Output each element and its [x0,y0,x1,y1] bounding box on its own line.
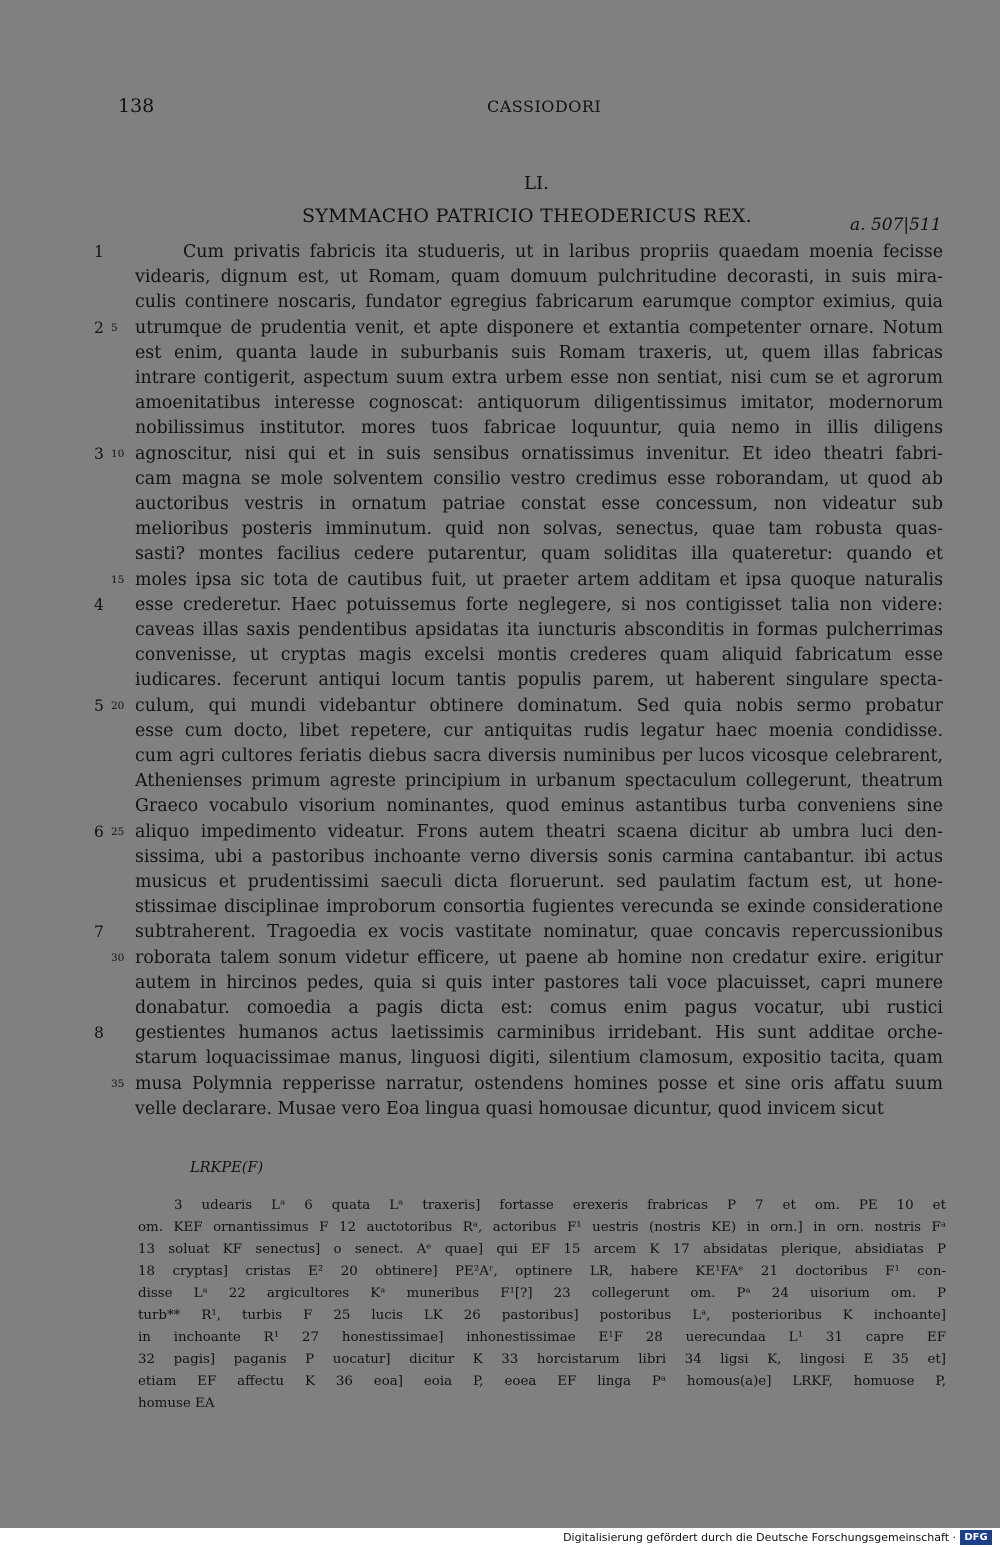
text-line: auctoribus vestris in ornatum patriae constat esse concessum, non videatur sub [135,494,943,514]
text-line: nobilissimus institutor. mores tuos fabricae loquuntur, quia nemo in illis diligens [135,418,943,439]
apparatus-line: 18 cryptas] cristas E² 20 obtinere] PE²Aʳ, optinere LR, habere KE¹FAᵉ 21 doctoribus F¹ con- [138,1264,946,1279]
text-line: videaris, dignum est, ut Romam, quam domuum pulchritudine decorasti, in suis mira- [135,267,943,288]
text-line: velle declarare. Musae vero Eoa lingua quasi homousae dicuntur, quod invicem sicut [135,1098,884,1119]
text-line: roborata talem sonum videtur efficere, ut paene ab homine non credatur exire. erigitur [135,947,943,968]
line-number: 30 [111,951,125,964]
text-line: culum, qui mundi videbantur obtinere dominatum. Sed quia nobis sermo probatur [135,695,943,716]
text-line: esse cum docto, libet repetere, cur antiquitas rudis legatur haec moenia condidisse. [135,720,943,741]
text-line: caveas illas saxis pendentibus apsidatas ita iuncturis absconditis in formas pulcherrimas [135,620,943,640]
page-number: 138 [118,95,155,117]
text-line: stissimae disciplinae improborum consortia fugientes verecunda se exinde consideratione [135,897,943,918]
text-line: culis continere noscaris, fundator egregius fabricarum earumque comptor eximius, quia [135,292,943,313]
text-line: agnoscitur, nisi qui et in suis sensibus ornatissimus invenitur. Et ideo theatri fabri- [135,443,943,464]
paragraph-number: 7 [94,923,104,942]
apparatus-line: om. KEF ornantissimus F 12 auctotoribus Rᵃ, actoribus F¹ uestris (nostris KE) in orn.] in orn. nostris Fᵃ [138,1220,946,1235]
text-line: sissima, ubi a pastoribus inchoante verno diversis sonis carmina cantabantur. ibi actus [135,846,943,867]
text-line: aliquo impedimento videatur. Frons autem theatri scaena dicitur ab umbra luci den- [135,821,943,842]
line-number: 15 [111,573,125,586]
apparatus-line: etiam EF affectu K 36 eoa] eoia P, eoea EF linga Pᵃ homous(a)e] LRKF, homuose P, [138,1374,946,1389]
text-line: Graeco vocabulo visorium nominantes, quod eminus astantibus turba conveniens sine [135,796,943,817]
running-head: CASSIODORI [487,97,602,116]
paragraph-number: 4 [94,595,104,614]
apparatus-line: in inchoante R¹ 27 honestissimae] inhonestissimae E¹F 28 uerecundaa L¹ 31 capre EF [138,1330,946,1345]
apparatus-line: disse Lᵃ 22 argicultores Kᵃ muneribus F¹[?] 23 collegerunt om. Pᵃ 24 uisorium om. P [138,1286,946,1301]
apparatus-line: 13 soluat KF senectus] o senect. Aᵉ quae] qui EF 15 arcem K 17 absidatas plerique, absidiatas P [138,1242,946,1257]
text-line: musicus et prudentissimi saeculi dicta floruerunt. sed paulatim factum est, ut hone- [135,872,943,892]
apparatus-line: turb** R¹, turbis F 25 lucis LK 26 pastoribus] postoribus Lᵃ, posterioribus K inchoante] [138,1308,946,1323]
letter-title: SYMMACHO PATRICIO THEODERICUS REX. [302,205,752,227]
apparatus-line: homuse EA [138,1396,215,1411]
paragraph-number: 5 [94,696,104,715]
text-line: gestientes humanos actus laetissimis carminibus irridebant. His sunt additae orche- [135,1023,943,1044]
paragraph-number: 2 [94,318,104,337]
text-line: starum loquacissimae manus, linguosi digiti, silentium clamosum, expositio tacita, quam [135,1048,943,1069]
apparatus-line: 32 pagis] paganis P uocatur] dicitur K 33 horcistarum libri 34 ligsi K, lingosi E 35 et] [138,1352,946,1367]
line-number: 10 [111,447,125,460]
text-line: convenisse, ut cryptas magis excelsi montis crederes quam aliquid fabricatum esse [135,645,943,666]
paragraph-number: 8 [94,1024,104,1043]
text-line: moles ipsa sic tota de cautibus fuit, ut praeter artem additam et ipsa quoque naturalis [135,569,943,590]
text-line: sasti? montes facilius cedere putarentur, quam soliditas illa quateretur: quando et [135,544,943,565]
text-line: subtraherent. Tragoedia ex vocis vastitate nominatur, quae concavis repercussionibus [135,922,943,943]
line-number: 35 [111,1077,125,1090]
line-number: 20 [111,699,125,712]
apparatus-sigla: LRKPE(F) [190,1160,264,1176]
letter-number: LI. [524,173,549,194]
text-line: donabatur. comoedia a pagis dicta est: comus enim pagus vocatur, ubi rustici [135,998,943,1018]
text-line: cam magna se mole solventem consilio vestro credimus esse roborandam, ut quod ab [135,468,943,489]
text-line: cum agri cultores feriatis diebus sacra diversis numinibus per lucos vicosque celebrarent, [135,746,943,766]
text-line: intrare contigerit, aspectum suum extra urbem esse non sentiat, nisi cum se et agrorum [135,368,943,388]
text-line: musa Polymnia repperisse narratur, ostendens homines posse et sine oris affatu suum [135,1073,943,1094]
text-line: amoenitatibus interesse cognoscat: antiquorum diligentissimus imitator, modernorum [135,393,943,414]
line-number: 25 [111,825,125,838]
paragraph-number: 1 [94,243,104,261]
dfg-logo[interactable]: DFG [960,1530,992,1545]
text-line: iudicares. fecerunt antiqui locum tantis populis parem, ut haberent singulare specta- [135,670,943,691]
text-line: Cum privatis fabricis ita studueris, ut in laribus propriis quaedam moenia fecisse [183,242,943,262]
text-line: est enim, quanta laude in suburbanis suis Romam traxeris, ut, quem illas fabricas [135,342,943,363]
letter-date: a. 507|511 [850,215,942,235]
text-line: melioribus posteris imminutum. quid non solvas, senectus, quae tam robusta quas- [135,519,943,540]
line-number: 5 [111,321,118,334]
apparatus-line: 3 udearis Lᵃ 6 quata Lᵃ traxeris] fortasse erexeris frabricas P 7 et om. PE 10 et [174,1198,946,1213]
paragraph-number: 6 [94,822,104,841]
footer-credit: Digitalisierung gefördert durch die Deutsche Forschungsgemeinschaft · [563,1531,956,1544]
paragraph-number: 3 [94,444,104,463]
text-line: Athenienses primum agreste principium in urbanum spectaculum collegerunt, theatrum [135,771,943,792]
text-line: autem in hircinos pedes, quia si quis inter pastores tali voce placuisset, capri munere [135,972,943,993]
text-line: utrumque de prudentia venit, et apte disponere et extantia competenter ornare. Notum [135,317,943,338]
text-line: esse crederetur. Haec potuissemus forte neglegere, si nos contigisset talia non videre: [135,594,943,615]
